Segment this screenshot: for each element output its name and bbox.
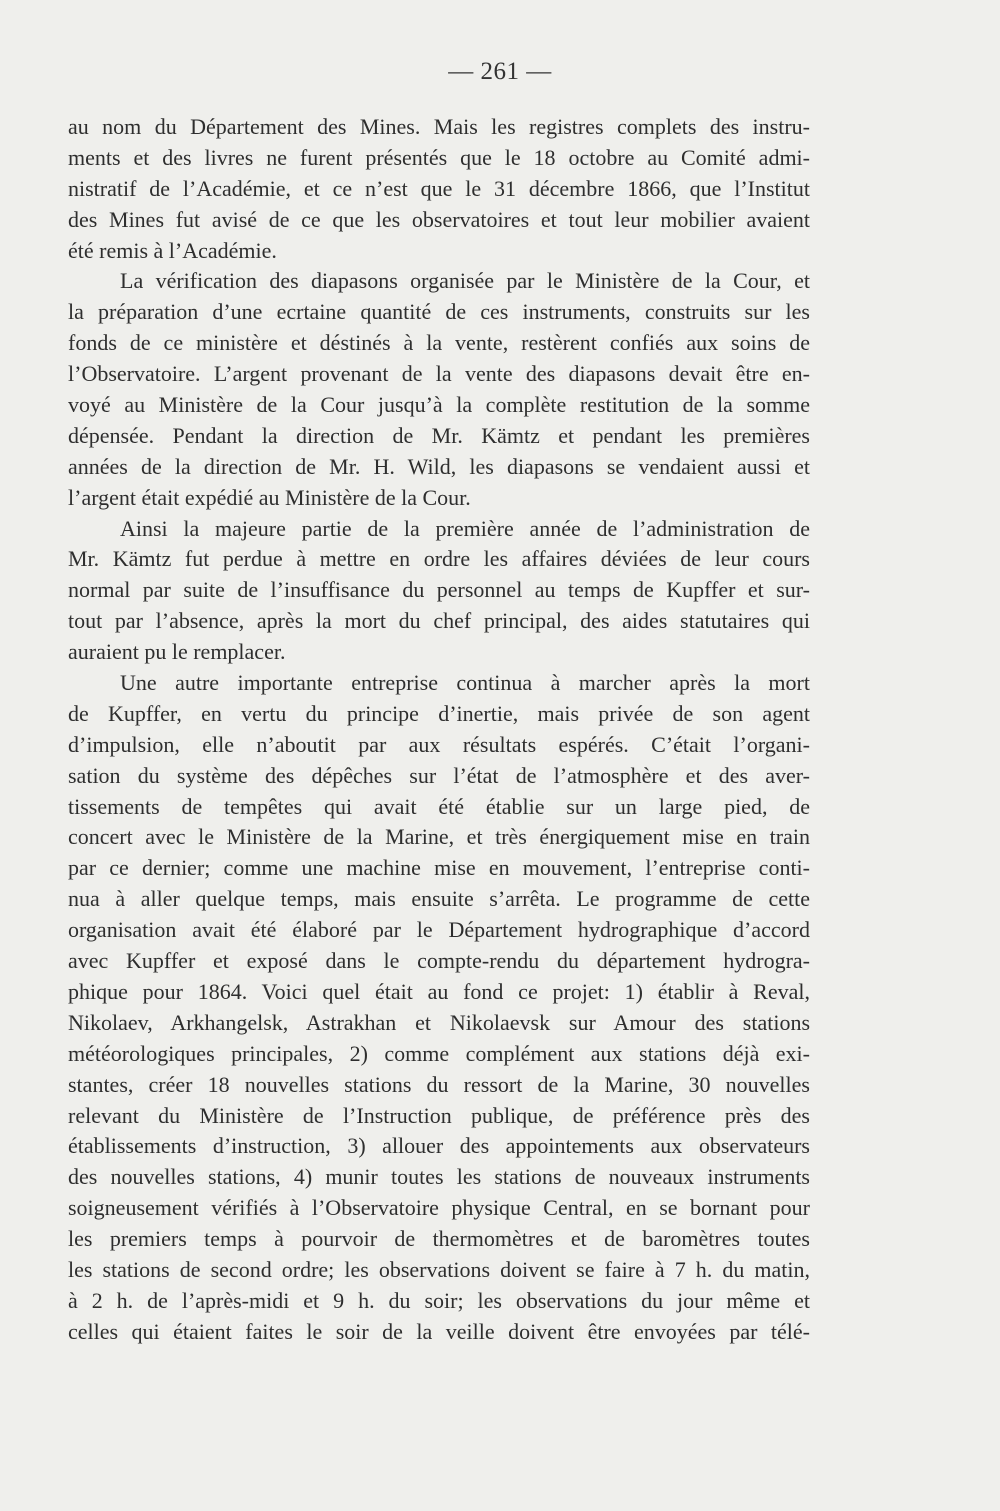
text-line: de Kupffer, en vertu du principe d’inertie, mais privée de son agent [68,700,810,726]
text-line: établissements d’instruction, 3) allouer des appointements aux observateurs [68,1133,810,1159]
text-line: celles qui étaient faites le soir de la veille doivent être envoyées par télé- [68,1318,810,1344]
text-line: stantes, créer 18 nouvelles stations du ressort de la Marine, 30 nouvelles [68,1071,810,1097]
text-line: à 2 h. de l’après-midi et 9 h. du soir; les observations du jour même et [68,1287,810,1313]
text-line: La vérification des diapasons organisée par le Ministère de la Cour, et [120,268,810,294]
text-line: l’argent était expédié au Ministère de la Cour. [68,484,471,510]
text-line: normal par suite de l’insuffisance du personnel au temps de Kupffer et sur- [68,577,810,603]
text-line: par ce dernier; comme une machine mise en mouvement, l’entreprise conti- [68,855,810,881]
text-line: les premiers temps à pourvoir de thermomètres et de baromètres toutes [68,1226,810,1252]
text-line: au nom du Département des Mines. Mais les registres complets des instru- [68,114,810,139]
text-line: nua à aller quelque temps, mais ensuite s’arrêta. Le programme de cette [68,886,810,912]
text-line: l’Observatoire. L’argent provenant de la vente des diapasons devait être en- [68,361,810,387]
text-line: organisation avait été élaboré par le Département hydrographique d’accord [68,917,810,943]
text-line: voyé au Ministère de la Cour jusqu’à la complète restitution de la somme [68,392,810,418]
text-line: météorologiques principales, 2) comme complément aux stations déjà exi- [68,1040,810,1066]
text-line: tout par l’absence, après la mort du chef principal, des aides statutaires qui [68,608,810,634]
text-line: fonds de ce ministère et déstinés à la vente, restèrent confiés aux soins de [68,330,810,356]
text-line: concert avec le Ministère de la Marine, et très énergiquement mise en train [68,824,810,850]
text-line: nistratif de l’Académie, et ce n’est que le 31 décembre 1866, que l’Institut [68,175,810,201]
page-number: — 261 — [448,58,552,85]
text-line: avec Kupffer et exposé dans le compte-rendu du département hydrogra- [68,948,810,974]
text-line: tissements de tempêtes qui avait été établie sur un large pied, de [68,793,810,819]
text-line: phique pour 1864. Voici quel était au fond ce projet: 1) établir à Reval, [68,978,810,1004]
paragraph [68,514,810,668]
text-line: sation du système des dépêches sur l’état de l’atmosphère et des aver- [68,762,810,788]
body-text [68,112,810,1348]
text-line: Mr. Kämtz fut perdue à mettre en ordre les affaires déviées de leur cours [68,546,810,572]
text-line: les stations de second ordre; les observations doivent se faire à 7 h. du matin, [68,1256,810,1282]
text-line: Une autre importante entreprise continua à marcher après la mort [120,670,810,696]
text-line: auraient pu le remplacer. [68,639,286,665]
text-line: été remis à l’Académie. [68,237,277,263]
paragraph [68,266,810,513]
text-line: des nouvelles stations, 4) munir toutes les stations de nouveaux instruments [68,1164,810,1190]
text-line: ments et des livres ne furent présentés que le 18 octobre au Comité admi- [68,144,810,170]
text-line: dépensée. Pendant la direction de Mr. Kämtz et pendant les premières [68,422,810,448]
text-line: années de la direction de Mr. H. Wild, les diapasons se vendaient aussi et [68,453,810,479]
paragraph [68,668,810,1348]
text-line: la préparation d’une ecrtaine quantité de ces instruments, construits sur les [68,299,810,325]
text-line: soigneusement vérifiés à l’Observatoire physique Central, en se bornant pour [68,1195,810,1221]
text-line: des Mines fut avisé de ce que les observatoires et tout leur mobilier avaient [68,206,810,232]
paragraph [68,112,810,266]
text-line: Nikolaev, Arkhangelsk, Astrakhan et Nikolaevsk sur Amour des stations [68,1009,810,1035]
text-line: Ainsi la majeure partie de la première année de l’administration de [120,515,810,541]
text-line: d’impulsion, elle n’aboutit par aux résultats espérés. C’était l’organi- [68,731,810,757]
text-line: relevant du Ministère de l’Instruction publique, de préférence près des [68,1102,810,1128]
